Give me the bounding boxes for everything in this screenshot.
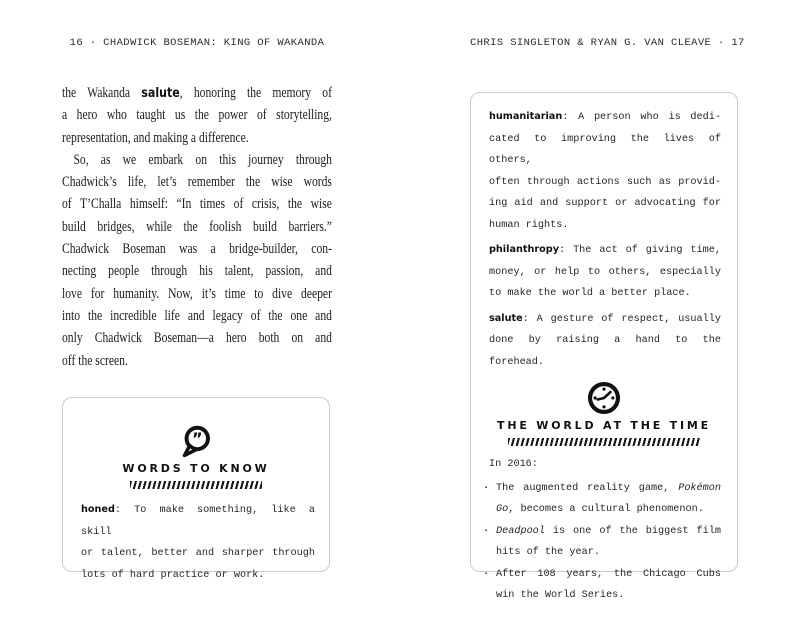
definition-humanitarian (489, 106, 721, 236)
body-text-line: necting people through his talent, passion, and (62, 263, 332, 280)
bullet-line: The augmented reality game, Pokémon (496, 482, 721, 494)
definition-line: human rights. (489, 219, 569, 231)
definition-line: cated to improving the lives of others, (489, 133, 721, 166)
body-text-line: a hero who taught us the power of storytelling, (62, 107, 332, 124)
bullet-line: After 108 years, the Chicago Cubs (496, 568, 721, 580)
world-at-the-time-intro: In 2016: (489, 459, 538, 470)
bullet-item (483, 564, 721, 607)
body-text (62, 82, 332, 372)
definition-line: ing aid and support or advocating for (489, 198, 721, 209)
left-running-header: 16 · CHADWICK BOSEMAN: KING OF WAKANDA (69, 37, 325, 49)
words-to-know-title: WORDS TO KNOW (122, 462, 270, 475)
definition-line: to make the world a better place. (489, 288, 691, 299)
definition-line: humanitarian: A person who is dedi- (489, 111, 721, 123)
definition-line: money, or help to others, especially (489, 266, 721, 278)
body-text-line: of T’Challa himself: “In times of crisis, the wise (62, 196, 332, 213)
body-text-line: into the incredible life and legacy of the one and (62, 307, 332, 324)
bullet-text (496, 478, 721, 521)
quote-bubble-icon (63, 424, 329, 458)
body-text-line: love for humanity. Now, it’s time to dive deeper (62, 285, 332, 302)
body-text-line: Chadwick Boseman was a bridge-builder, con- (62, 241, 332, 258)
body-text-line: representation, and making a difference. (62, 129, 249, 146)
world-at-the-time-title: THE WORLD AT THE TIME (497, 419, 711, 432)
hatch-ribbon (508, 438, 700, 446)
right-running-header: CHRIS SINGLETON & RYAN G. VAN CLEAVE · 17 (470, 37, 745, 49)
bullet-line: win the World Series. (496, 590, 625, 601)
definition-philanthropy (489, 239, 721, 305)
body-text-line: build bridges, while the foolish build barriers.” (62, 218, 332, 235)
definition-line: often through actions such as provid- (489, 176, 721, 188)
bullet-marker: · (483, 525, 490, 537)
world-at-the-time-bullet-list (483, 478, 721, 607)
svg-text:”: ” (191, 428, 203, 448)
bullet-marker: · (483, 482, 490, 494)
glossary-box (470, 92, 738, 601)
words-to-know-box (62, 397, 330, 581)
definition-salute (489, 308, 721, 374)
bullet-marker: · (483, 568, 490, 580)
bullet-line: hits of the year. (496, 547, 600, 558)
bullet-line: Go, becomes a cultural phenomenon. (496, 504, 704, 515)
definition-line: philanthropy: The act of giving time, (489, 244, 721, 256)
definition-line: salute: A gesture of respect, usually (489, 312, 721, 325)
bullet-item (483, 478, 721, 521)
bullet-line: Deadpool is one of the biggest film (496, 525, 721, 537)
body-text-line: off the screen. (62, 352, 128, 369)
hatch-ribbon (130, 481, 262, 489)
definition-honed (81, 499, 315, 586)
bullet-text (496, 564, 721, 607)
bullet-text (496, 521, 721, 564)
body-text-line: Chadwick’s life, let’s remember the wise words (62, 174, 332, 191)
bullet-item (483, 521, 721, 564)
body-text-line: only Chadwick Boseman—a hero both on and (62, 330, 332, 347)
definition-line: or talent, better and sharper through (81, 548, 315, 559)
definition-line: lots of hard practice or work. (81, 569, 265, 581)
glossary-definitions (489, 106, 721, 373)
body-text-line: the Wakanda salute, honoring the memory of (62, 85, 332, 101)
body-text-line: So, as we embark on this journey through (73, 151, 332, 168)
definition-line: done by raising a hand to the forehead. (489, 335, 721, 368)
clock-icon (471, 381, 737, 415)
definition-line: honed: To make something, like a skill (81, 504, 315, 538)
words-to-know-definitions (81, 499, 315, 586)
